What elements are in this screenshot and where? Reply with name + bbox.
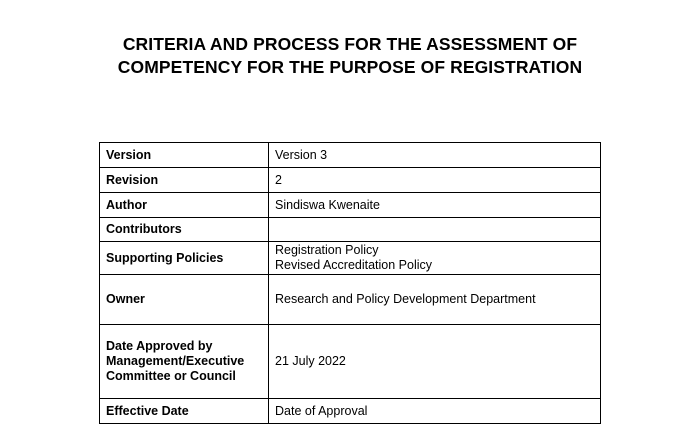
policy-item: Registration Policy (275, 243, 379, 257)
row-value-contributors (269, 218, 601, 242)
document-title-line-1: CRITERIA AND PROCESS FOR THE ASSESSMENT OF (122, 34, 578, 54)
row-label-version: Version (100, 143, 269, 168)
row-label-contributors: Contributors (100, 218, 269, 242)
row-value-date-approved: 21 July 2022 (269, 325, 601, 399)
row-label-owner: Owner (100, 275, 269, 325)
table-row-contributors (100, 218, 601, 242)
table-row-date-approved (100, 325, 601, 399)
table-row-version (100, 143, 601, 168)
label-line: Management/Executive (106, 354, 245, 368)
row-value-owner: Research and Policy Development Department (269, 275, 601, 325)
document-title (0, 33, 700, 79)
policy-item: Revised Accreditation Policy (275, 258, 433, 272)
row-label-author: Author (100, 193, 269, 218)
label-line: Date Approved by (106, 339, 213, 353)
row-label-revision: Revision (100, 168, 269, 193)
row-value-version: Version 3 (269, 143, 601, 168)
document-metadata-table (99, 142, 601, 424)
row-value-supporting-policies (269, 242, 601, 275)
row-value-author: Sindiswa Kwenaite (269, 193, 601, 218)
table-row-effective-date (100, 399, 601, 424)
label-line: Committee or Council (106, 369, 236, 383)
table-row-author (100, 193, 601, 218)
table-row-revision (100, 168, 601, 193)
document-title-line-2: COMPETENCY FOR THE PURPOSE OF REGISTRATION (117, 57, 583, 77)
row-label-supporting-policies: Supporting Policies (100, 242, 269, 275)
row-label-effective-date: Effective Date (100, 399, 269, 424)
row-value-effective-date: Date of Approval (269, 399, 601, 424)
row-value-revision: 2 (269, 168, 601, 193)
row-label-date-approved (100, 325, 269, 399)
table-row-owner (100, 275, 601, 325)
table-row-supporting-policies (100, 242, 601, 275)
